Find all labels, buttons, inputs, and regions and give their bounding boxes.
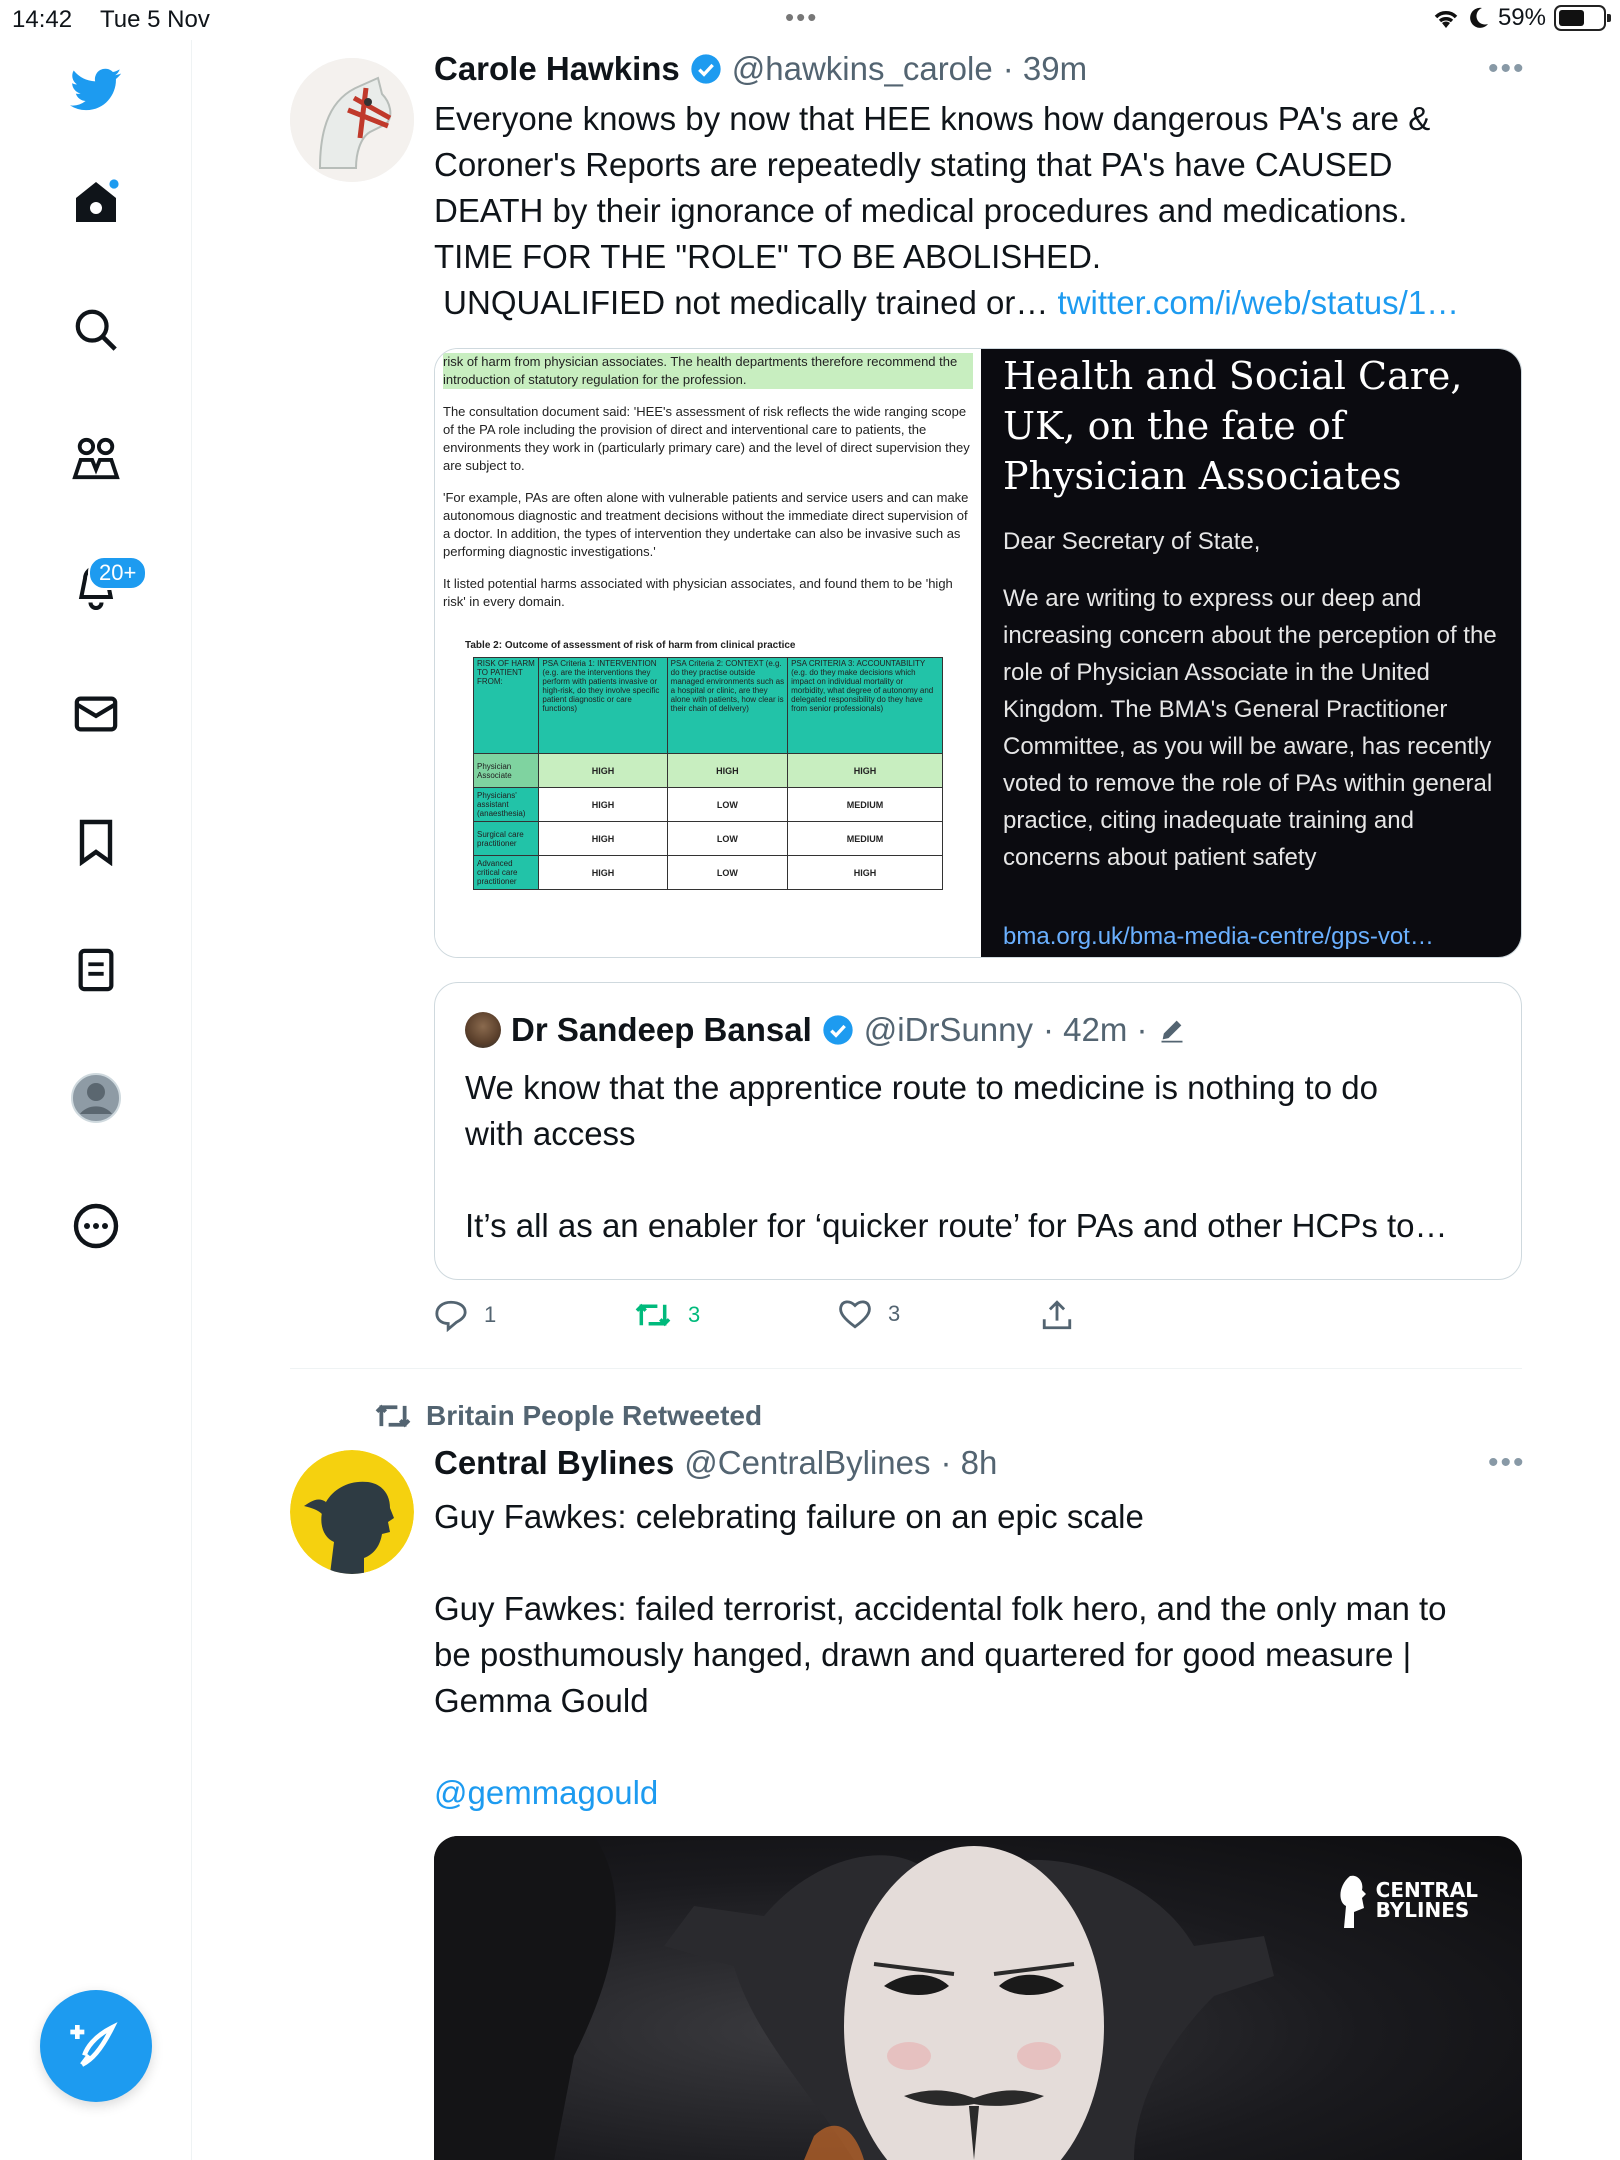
- tweet-text: Everyone knows by now that HEE knows how dangerous PA's are & Coroner's Reports are repeatedly stating that PA's have CAUSED DEATH by their ignorance of medical procedures and medications. TIME FOR THE "ROLE" TO BE ABOLISHED. UNQUALIFIED not medically trained or… twitter.com/i/web/status/1…: [434, 100, 1460, 321]
- verified-icon: [822, 1014, 854, 1046]
- risk-table: RISK OF HARM TO PATIENT FROM: PSA Criteria 1: INTERVENTION (e.g. are the interventions they perform with patients invasive or high-risk, do they involve specific patient diagnostic or care functions) PSA Criteria 2: CONTEXT (e.g. do they practise outside managed environments such as a hospital or clinic, are they alone with patients, how clear is their chain of delivery) PSA CRITERIA 3: ACCOUNTABILITY (e.g. do they make decisions which impact on individual mortality or morbidity, what degree of autonomy and delegated responsibility do they have from senior professionals) Physician Associate HIGH HIGH HIGH Physicians' assistant (anaesthesia) HIGH LOW MEDIUM Surgical care practitioner HIGH LOW MEDIUM Advanced critical care practitioner HIGH LOW HIGH: [473, 657, 943, 890]
- verified-icon: [690, 53, 722, 85]
- avatar-central-bylines[interactable]: [290, 1450, 414, 1574]
- tweet-media[interactable]: [434, 348, 1522, 958]
- article-photo[interactable]: [434, 1836, 1522, 2160]
- retweet-button[interactable]: [634, 1298, 700, 1332]
- letter-title: Health and Social Care, UK, on the fate of Physician Associates: [1003, 354, 1463, 498]
- central-bylines-logo-icon: [1336, 1872, 1370, 1928]
- multitasking-dots-icon[interactable]: •••: [785, 2, 819, 32]
- home-icon[interactable]: [64, 170, 128, 234]
- bookmark-icon[interactable]: [64, 810, 128, 874]
- author-name[interactable]: Central Bylines: [434, 1444, 675, 1481]
- quoted-author-handle: @iDrSunny: [863, 1011, 1034, 1048]
- moon-icon: [1468, 6, 1490, 30]
- retweet-icon: [374, 1400, 412, 1432]
- reply-icon: [434, 1298, 468, 1332]
- retweeted-by[interactable]: Britain People Retweeted: [374, 1400, 762, 1432]
- share-icon: [1040, 1298, 1074, 1332]
- share-button[interactable]: [1040, 1298, 1074, 1332]
- like-icon: [838, 1298, 872, 1330]
- battery-icon: [1554, 5, 1606, 31]
- author-handle[interactable]: @hawkins_carole: [731, 50, 993, 87]
- quoted-tweet-time: · 42m ·: [1043, 1011, 1148, 1048]
- edit-pencil-icon: [1158, 1016, 1186, 1044]
- quoted-tweet[interactable]: Dr Sandeep Bansal @iDrSunny · 42m · We know that the apprentice route to medicine is nothing to do with access It’s all as an enabler for ‘quicker route’ for PAs and other HCPs to…: [434, 982, 1522, 1280]
- lists-icon[interactable]: [64, 938, 128, 1002]
- quoted-author-name: Dr Sandeep Bansal: [511, 1011, 812, 1048]
- wifi-icon: [1432, 6, 1460, 30]
- profile-icon[interactable]: [64, 1066, 128, 1130]
- search-icon[interactable]: [64, 298, 128, 362]
- letter-image[interactable]: Health and Social Care, UK, on the fate of Physician Associates Dear Secretary of State, We are writing to express our deep and increasing concern about the perception of the role of Physician Associate in the United Kingdom. The BMA's General Practitioner Committee, as you will be aware, has recently voted to remove the role of PAs within general practice, citing inadequate training and concerns about patient safety bma.org.uk/bma-media-centre/gps-vot…: [981, 349, 1522, 958]
- like-button[interactable]: [838, 1298, 900, 1330]
- compose-icon: [68, 2018, 124, 2074]
- avatar-sandeep-bansal: [465, 1012, 501, 1048]
- sidebar: [0, 40, 192, 2160]
- status-time: 14:42: [12, 6, 73, 33]
- retweet-count: 3: [688, 1302, 701, 1327]
- more-dots-icon[interactable]: •••: [1488, 52, 1526, 85]
- communities-icon[interactable]: [64, 426, 128, 490]
- more-dots-icon[interactable]: •••: [1488, 1446, 1526, 1479]
- reply-button[interactable]: [434, 1298, 496, 1332]
- tweet-text: Guy Fawkes: celebrating failure on an epic scale Guy Fawkes: failed terrorist, accidental folk hero, and the only man to be posthumously hanged, drawn and quartered for good measure | Gemma Gould @gemmagould: [434, 1494, 1534, 1816]
- tweet-divider: [290, 1368, 1522, 1369]
- mail-icon[interactable]: [64, 682, 128, 746]
- author-handle[interactable]: @CentralBylines: [684, 1444, 931, 1481]
- tweet-link[interactable]: twitter.com/i/web/status/1…: [1057, 284, 1460, 321]
- reply-count: 1: [484, 1302, 497, 1327]
- avatar-carole-hawkins[interactable]: [290, 58, 414, 182]
- tweet-time[interactable]: · 39m: [1002, 50, 1088, 87]
- author-name[interactable]: Carole Hawkins: [434, 50, 680, 87]
- retweet-icon: [634, 1298, 672, 1332]
- tweet-time[interactable]: · 8h: [940, 1444, 998, 1481]
- notification-badge: 20+: [88, 556, 147, 590]
- mention-link[interactable]: @gemmagould: [434, 1774, 659, 1811]
- more-circle-icon[interactable]: [64, 1194, 128, 1258]
- central-bylines-logo: CENTRAL BYLINES: [1336, 1872, 1478, 1928]
- letter-link[interactable]: bma.org.uk/bma-media-centre/gps-vot…: [1003, 923, 1434, 950]
- article-screenshot-image[interactable]: risk of harm from physician associates. The health departments therefore recommend the introduction of statutory regulation for the profession. The consultation document said: 'HEE's assessment of risk reflects the wide ranging scope of the PA role including the provision of direct and interventional care to patients, the environments they work in (particularly primary care) and the level of direct supervision they are subject to. 'For example, PAs are often alone with vulnerable patients and service users and can make autonomous diagnostic and treatment decisions without the immediate direct supervision of a doctor. In addition, the types of intervention they undertake can also be invasive such as performing diagnostic investigations.' It listed potential harms associated with physician associates, and found them to be 'high risk' in every domain. Table 2: Outcome of assessment of risk of harm from clinical practice RISK OF HARM TO PATIENT FROM: PSA Criteria 1: INTERVENTION (e.g. are the interventions they perform with patients invasive or high-risk, do they involve specific patient diagnostic or care functions) PSA Criteria 2: CONTEXT (e.g. do they practise outside managed environments such as a hospital or clinic, are they alone with patients, how clear is their chain of delivery) PSA CRITERIA 3: ACCOUNTABILITY (e.g. do they make decisions which impact on individual mortality or morbidity, what degree of autonomy and delegated responsibility do they have from senior professionals) Physician Associate HIGH HIGH HIGH Physicians' assistant (anaesthesia) HIGH LOW MEDIUM Surgical care practitioner HIGH LOW MEDIUM Advanced critical care practitioner HIGH LOW HIGH: [435, 349, 981, 958]
- battery-percent: 59%: [1497, 4, 1546, 31]
- status-date: Tue 5 Nov: [100, 6, 210, 33]
- twitter-logo-icon[interactable]: [64, 58, 128, 122]
- tweet-actions: [434, 1298, 1334, 1342]
- compose-button[interactable]: [40, 1990, 152, 2102]
- like-count: 3: [888, 1301, 901, 1326]
- status-bar: [0, 0, 1620, 40]
